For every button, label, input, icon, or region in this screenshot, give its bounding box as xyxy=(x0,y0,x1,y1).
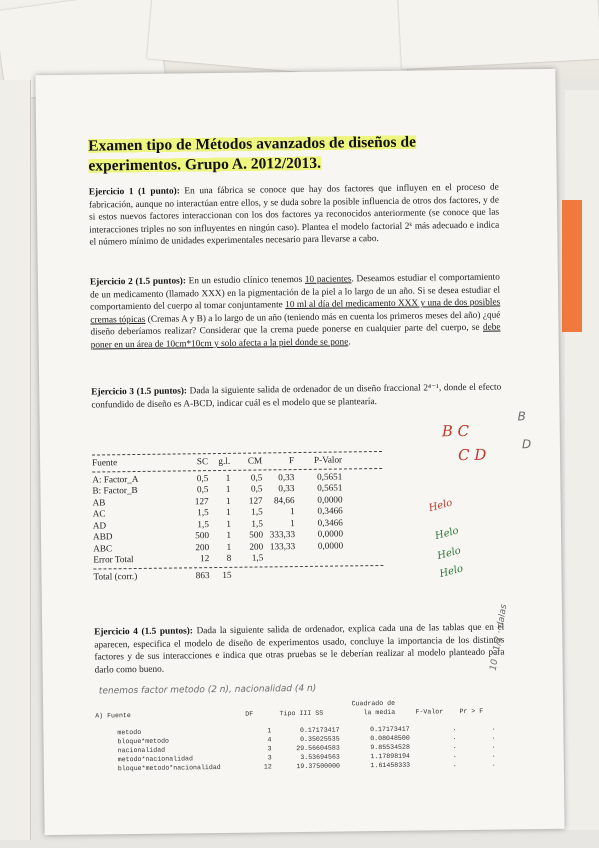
exercise-1 xyxy=(89,182,500,250)
sas-cell: 29.56604583 xyxy=(296,744,340,753)
table-cell: 0,3466 xyxy=(317,516,343,528)
table-cell: 0,0000 xyxy=(317,493,343,505)
sas-cell: metodo xyxy=(117,728,142,737)
table-cell: 127 xyxy=(248,494,263,506)
sas-header-top-text: Cuadrado de xyxy=(351,699,396,708)
sas-cell: 1.17898194 xyxy=(370,752,411,761)
pencil-note-line: tenemos factor metodo (2 n), nacionalidad (4 n) xyxy=(98,683,317,697)
exam-page xyxy=(35,69,564,835)
exercise-3-text: Dada la siguiente salida de ordenador de un diseño fraccional 2⁴⁻¹, donde el efecto confundido de diseño es A-BCD, indicar cuál es el modelo que se plantearía. xyxy=(91,382,502,411)
exercise-3-label: Ejercicio 3 (1.5 puntos): xyxy=(91,386,188,398)
sas-cell: . xyxy=(452,752,457,760)
handwritten-helo-3: Helo xyxy=(436,545,463,563)
table-cell: 1 xyxy=(226,541,232,552)
sas-col-header: A) Fuente xyxy=(95,712,131,720)
table-cell: 1,5 xyxy=(251,517,263,529)
anova-table xyxy=(92,449,384,583)
table-header-row xyxy=(92,454,382,469)
col-header: P-Valor xyxy=(313,454,343,465)
table-cell: 0,0000 xyxy=(317,539,344,551)
table-cell: ABD xyxy=(92,531,113,542)
exercise-4-text: Dada la siguiente salida de ordenador, explica cada una de las tablas que en el aparecen, especifica el modelo de diseño de experimentos usado, concluye la importancia de los distintos factores y de sus interacciones e indica que otras pruebas se le deberían realizar al modelo planteado para darlo como bueno. xyxy=(94,622,505,676)
exercise-2 xyxy=(90,272,501,353)
sas-cell: 1 xyxy=(267,727,272,735)
table-cell: 0,5 xyxy=(250,471,263,483)
table-cell: 1 xyxy=(226,506,231,517)
table-cell: Error Total xyxy=(93,554,134,565)
sas-output xyxy=(95,698,496,774)
title-line-1: Examen tipo de Métodos avanzados de diseños de xyxy=(88,133,417,155)
table-cell xyxy=(295,551,343,563)
table-cell: 333,33 xyxy=(269,529,296,540)
table-cell: 1 xyxy=(226,518,231,529)
table-cell: A: Factor_A xyxy=(92,473,139,485)
exercise-4 xyxy=(94,622,505,677)
exercise-1-text: En una fábrica se conoce que hay dos factores que influyen en el proceso de fabricación, aunque no interactúan entre ellos, y se duda sobre la posible influencia de otros dos factores, y de si estos nuevos factores interaccionan con los dos factores ya reconocidos anteriormente (se conoce que las interacciones triples no son influyentes en ningún caso). Plantea el modelo factorial 2ᵏ más adecuado e indica el número mínimo de unidades experimentales necesario para llevarse a cabo. xyxy=(88,182,500,248)
table-cell: 0,3466 xyxy=(317,505,343,516)
table-cell: AB xyxy=(92,496,106,508)
sas-cell: 3 xyxy=(267,754,272,762)
sas-col-header: Tipo III SS xyxy=(279,709,324,718)
sas-cell: 0.35025535 xyxy=(300,735,340,744)
sas-body xyxy=(95,724,496,774)
sas-cell: bloque*metodo*nacionalidad xyxy=(117,763,221,773)
sas-cell: metodo*nacionalidad xyxy=(117,755,193,764)
sas-cell: 4 xyxy=(267,736,272,744)
total-cell: 15 xyxy=(222,569,232,580)
sas-cell: 0.08048500 xyxy=(370,734,410,743)
sas-cell: 12 xyxy=(263,763,272,771)
table-cell: 1 xyxy=(225,472,231,483)
table-row xyxy=(93,551,383,566)
table-cell: 500 xyxy=(195,530,210,541)
total-cell: Total (corr.) xyxy=(93,570,138,582)
exercise-3 xyxy=(91,382,501,412)
sas-col-header: F-Valor xyxy=(415,708,444,716)
handwritten-helo-2: Helo xyxy=(434,525,460,543)
pencil-note-side: 10 · 1/2 · dalas xyxy=(488,603,510,672)
sas-cell: 0.17173417 xyxy=(370,725,410,734)
exercise-1-label: Ejercicio 1 (1 punto): xyxy=(88,186,180,198)
exercise-2-underline-1: 10 pacientes xyxy=(304,274,352,285)
table-cell: 200 xyxy=(195,541,210,552)
exercise-2-text-a: En un estudio clínico tenemos xyxy=(188,274,303,287)
table-cell: 12 xyxy=(200,553,210,564)
sas-cell: 0.17173417 xyxy=(299,726,340,735)
table-cell: 0,33 xyxy=(278,483,295,494)
sas-col-header: la media xyxy=(363,708,396,717)
table-cell: 1,5 xyxy=(197,518,209,529)
table-cell: 133,33 xyxy=(269,540,296,551)
exercise-2-underline-3: debe poner en un área de 10cm*10cm y solo afecta a la piel donde se pone xyxy=(90,322,501,351)
handwritten-helo-4: Helo xyxy=(438,563,465,581)
title-line-2: experimentos. Grupo A. 2012/2013. xyxy=(88,154,322,175)
table-cell: 1 xyxy=(226,529,232,540)
sas-cell: 9.85534528 xyxy=(370,743,410,752)
table-cell: 0,33 xyxy=(278,471,295,482)
table-total-row xyxy=(93,567,383,582)
sas-cell: . xyxy=(452,761,457,769)
exercise-2-text-b: . Deseamos estudiar el comportamiento de un medicamento (llamado XXX) en la pigmentación de la piel a lo largo de un año. Si se desea estudiar el comportamiento del cuerpo al tomar conjuntamente xyxy=(90,272,501,313)
table-cell: 0,5651 xyxy=(316,470,343,482)
col-header: F xyxy=(288,455,295,466)
table-cell: 1,5 xyxy=(197,507,209,518)
sas-cell: 3 xyxy=(267,745,272,753)
col-header: SC xyxy=(196,456,209,467)
sas-col-header: DF xyxy=(245,710,254,718)
handwritten-b-right: B xyxy=(517,409,526,424)
total-cell: 863 xyxy=(195,569,210,580)
table-cell: B: Factor_B xyxy=(92,484,138,496)
table-cell: 500 xyxy=(249,529,264,540)
exam-title xyxy=(88,132,488,177)
paper-stack-left xyxy=(0,80,31,840)
table-cell: 0,5 xyxy=(250,483,263,494)
col-header: Fuente xyxy=(92,457,118,468)
table-cell: 0,5651 xyxy=(317,482,343,493)
exercise-2-text-d: . xyxy=(348,337,351,348)
exercise-2-label: Ejercicio 2 (1.5 puntos): xyxy=(89,276,186,288)
sas-cell: . xyxy=(452,734,457,742)
col-header: g.l. xyxy=(218,455,231,466)
table-cell: AD xyxy=(92,519,107,531)
sas-cell: . xyxy=(491,760,496,768)
table-cell: 1,5 xyxy=(251,552,264,563)
table-cell: 127 xyxy=(194,495,209,506)
handwritten-helo-1: Helo xyxy=(427,497,454,515)
table-cell: 8 xyxy=(226,552,232,563)
col-header: CM xyxy=(247,455,263,466)
table-cell: 1 xyxy=(290,506,295,517)
table-cell: AC xyxy=(92,508,106,519)
sas-col-header: Pr > F xyxy=(459,707,484,716)
handwritten-bc: B C xyxy=(441,421,470,441)
table-cell: 0,0000 xyxy=(317,528,344,539)
sas-cell: 19.37500000 xyxy=(296,762,341,771)
sas-cell: . xyxy=(491,751,496,759)
table-cell: 200 xyxy=(249,540,264,552)
sas-cell: . xyxy=(491,724,496,732)
table-cell: ABC xyxy=(93,542,113,554)
sas-cell: nacionalidad xyxy=(117,746,166,755)
sas-cell: 1.61458333 xyxy=(370,761,411,770)
handwritten-d-right: D xyxy=(521,437,532,452)
sas-cell: bloque*metodo xyxy=(117,737,170,746)
table-cell: 1 xyxy=(290,517,295,528)
table-cell: 1 xyxy=(225,495,231,506)
sas-cell: . xyxy=(491,733,496,741)
exercise-2-underline-2: 10 ml al día del medicamento XXX y una de dos posibles cremas tópicas xyxy=(90,297,501,326)
exercise-4-label: Ejercicio 4 (1.5 puntos): xyxy=(94,626,193,638)
table-cell: 1,5 xyxy=(251,506,263,517)
sas-cell: . xyxy=(452,725,457,733)
table-cell: 1 xyxy=(225,483,231,494)
sas-cell: 3.53694563 xyxy=(300,753,340,762)
anova-body xyxy=(92,470,383,566)
handwritten-notes-right xyxy=(398,0,599,69)
sas-cell: . xyxy=(452,743,457,751)
exercise-2-text-c: (Cremas A y B) a lo largo de un año (teniendo más en cuenta los primeros meses del año) ¿qué diseño deberíamos realizar? Considerar que la crema puede ponerse en cualquier parte del cuerpo, se xyxy=(90,310,501,338)
table-cell: 0,5 xyxy=(196,484,209,495)
table-cell: 84,66 xyxy=(273,494,295,505)
table-cell xyxy=(263,552,295,564)
orange-sticky-tab xyxy=(562,200,582,332)
sas-cell: . xyxy=(491,742,496,750)
handwritten-cd: C D xyxy=(457,445,487,465)
table-cell: 0,5 xyxy=(196,472,209,483)
